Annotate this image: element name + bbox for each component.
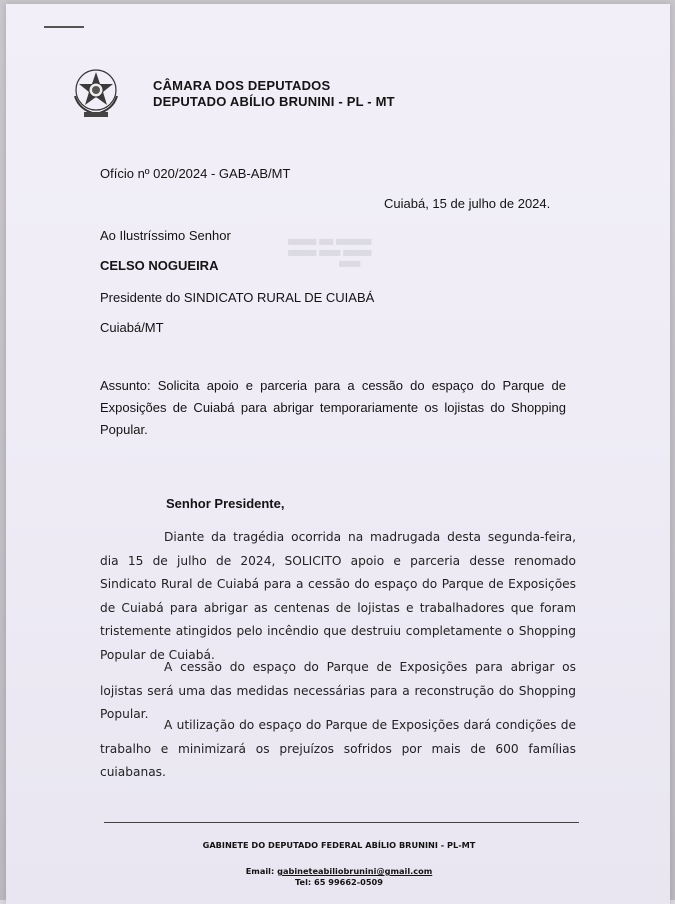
body-paragraph-2: A cessão do espaço do Parque de Exposições para abrigar os lojistas será uma das medidas necessárias para a reconstrução do Shopping Popular.	[100, 660, 576, 721]
footer-email-link[interactable]: gabineteabiliobrunini@gmail.com	[277, 866, 433, 876]
letterhead-line1: CÂMARA DOS DEPUTADOS	[153, 78, 331, 93]
date-line: Cuiabá, 15 de julho de 2024.	[384, 196, 551, 211]
recipient-name: CELSO NOGUEIRA	[100, 258, 219, 273]
letterhead-line2: DEPUTADO ABÍLIO BRUNINI - PL - MT	[153, 94, 395, 109]
recipient-salutation: Ao Ilustríssimo Senhor	[100, 228, 231, 243]
show-through-text: ▀▀▀▀▀ ▀▀ ▀▀▀▀ ▀▀▀▀ ▀▀▀ ▀▀▀▀ ▀▀▀	[288, 240, 372, 273]
oficio-number: Ofício nº 020/2024 - GAB-AB/MT	[100, 166, 291, 181]
letterhead	[153, 78, 395, 110]
recipient-city: Cuiabá/MT	[100, 320, 164, 335]
footer-phone: Tel: 65 99662-0509	[295, 877, 383, 887]
pen-mark	[44, 26, 84, 28]
body-paragraph-1: Diante da tragédia ocorrida na madrugada desta segunda-feira, dia 15 de julho de 2024, SOLICITO apoio e parceria desse renomado Sindicato Rural de Cuiabá para a cessão do espaço do Parque de Exposições de Cuiabá para abrigar as centenas de lojistas e trabalhadores que foram tristemente atingidos pelo incêndio que destruiu completamente o Shopping Popular de Cuiabá.	[100, 530, 576, 662]
brazil-coat-of-arms-icon	[69, 66, 123, 120]
greeting: Senhor Presidente,	[166, 496, 285, 511]
subject: Assunto: Solicita apoio e parceria para a cessão do espaço do Parque de Exposições de Cuiabá para abrigar temporariamente os lojistas do Shopping Popular.	[100, 378, 566, 437]
body-paragraph-3: A utilização do espaço do Parque de Exposições dará condições de trabalho e minimizará os prejuízos sofridos por mais de 600 famílias cuiabanas.	[100, 718, 576, 779]
footer-email-label: Email:	[245, 866, 275, 876]
footer-divider	[104, 822, 579, 823]
recipient-role: Presidente do SINDICATO RURAL DE CUIABÁ	[100, 290, 375, 305]
footer-email-line	[106, 866, 572, 877]
document-page	[6, 4, 670, 904]
footer-office: GABINETE DO DEPUTADO FEDERAL ABÍLIO BRUNINI - PL-MT	[202, 840, 476, 850]
